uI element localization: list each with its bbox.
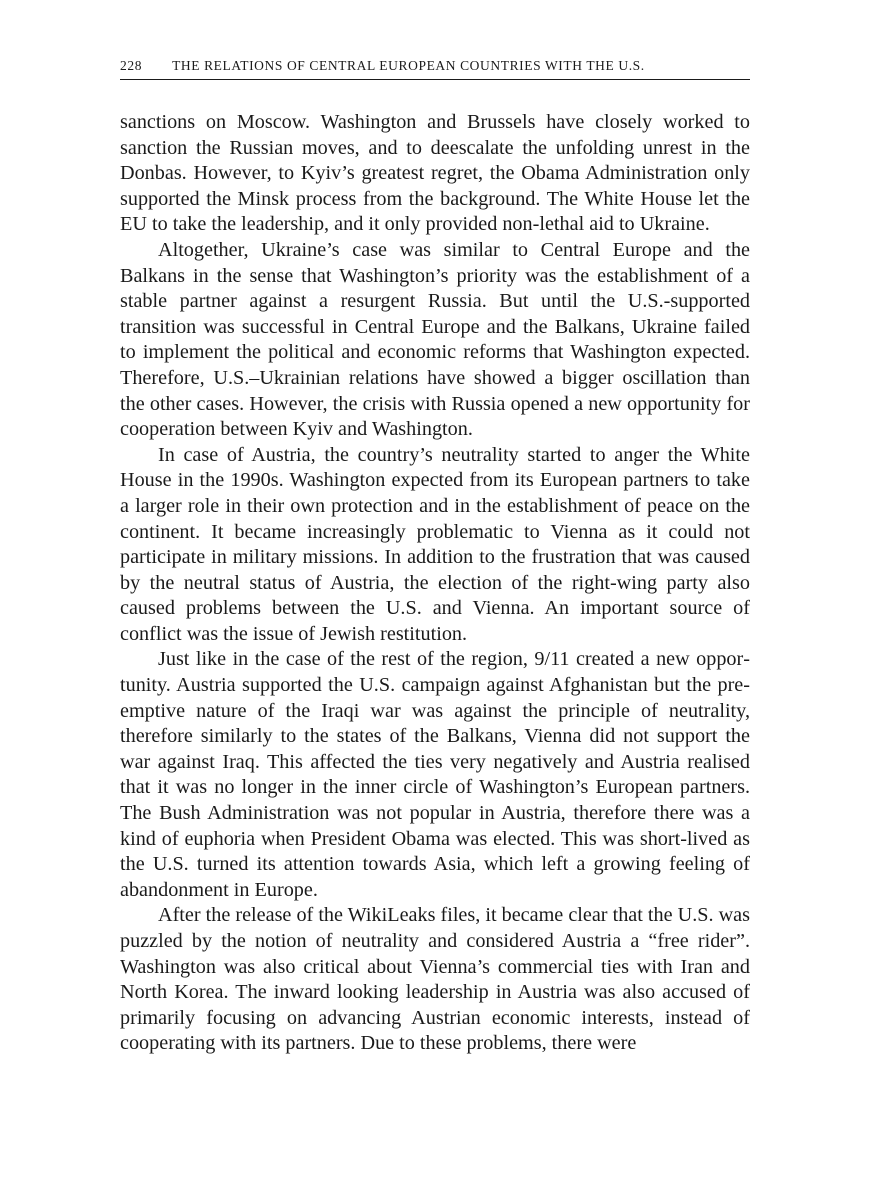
paragraph: In case of Austria, the country’s neutrality started to anger the White House in the 1990s. Washington expected from its European partners to take a larger role in their own protection and in the establishment of peace on the continent. It became increasingly problematic to Vienna as it could not participate in military missions. In addition to the frustration that was caused by the neutral status of Austria, the election of the right-wing party also caused problems between the U.S. and Vienna. An important source of conflict was the issue of Jewish restitution. bbox=[120, 443, 750, 645]
book-page bbox=[120, 58, 750, 1057]
running-title: THE RELATIONS OF CENTRAL EUROPEAN COUNTRIES WITH THE U.S. bbox=[172, 58, 645, 73]
running-header bbox=[120, 58, 750, 80]
page-number: 228 bbox=[120, 58, 143, 73]
paragraph: After the release of the WikiLeaks files, it became clear that the U.S. was puzzled by the notion of neutrality and considered Austria a “free rider”. Washington was also critical about Vienna’s commercial ties with Iran and North Korea. The inward looking leadership in Austria was also accused of primarily focusing on advancing Austrian economic interests, instead of cooperating with its partners. Due to these problems, there were bbox=[120, 904, 750, 1055]
body-text bbox=[120, 110, 750, 1057]
paragraph: Just like in the case of the rest of the region, 9/11 created a new opportunity. Austria supported the U.S. campaign against Afghanistan but the pre-emptive nature of the Iraqi war was against the principle of neutrality, therefore similarly to the states of the Balkans, Vienna did not support the war against Iraq. This affected the ties very negatively and Austria realised that it was no longer in the inner circle of Washington’s European partners. The Bush Administration was not popular in Austria, therefore there was a kind of euphoria when President Obama was elected. This was short-lived as the U.S. turned its attention towards Asia, which left a growing feeling of abandonment in Europe. bbox=[120, 648, 750, 901]
paragraph: Altogether, Ukraine’s case was similar to Central Europe and the Balkans in the sense that Washington’s priority was the establishment of a stable partner against a resurgent Russia. But until the U.S.-supported transition was successful in Central Europe and the Balkans, Ukraine failed to implement the political and economic reforms that Washington expected. Therefore, U.S.–Ukrainian relations have showed a bigger oscillation than the other cases. However, the crisis with Russia opened a new opportunity for cooperation between Kyiv and Washington. bbox=[120, 238, 750, 441]
paragraph-continued: sanctions on Moscow. Washington and Brussels have closely worked to sanction the Russian moves, and to deescalate the unfolding unrest in the Donbas. However, to Kyiv’s greatest regret, the Obama Administration only supported the Minsk process from the background. The White House let the EU to take the leadership, and it only provided non-lethal aid to Ukraine. bbox=[120, 111, 750, 236]
